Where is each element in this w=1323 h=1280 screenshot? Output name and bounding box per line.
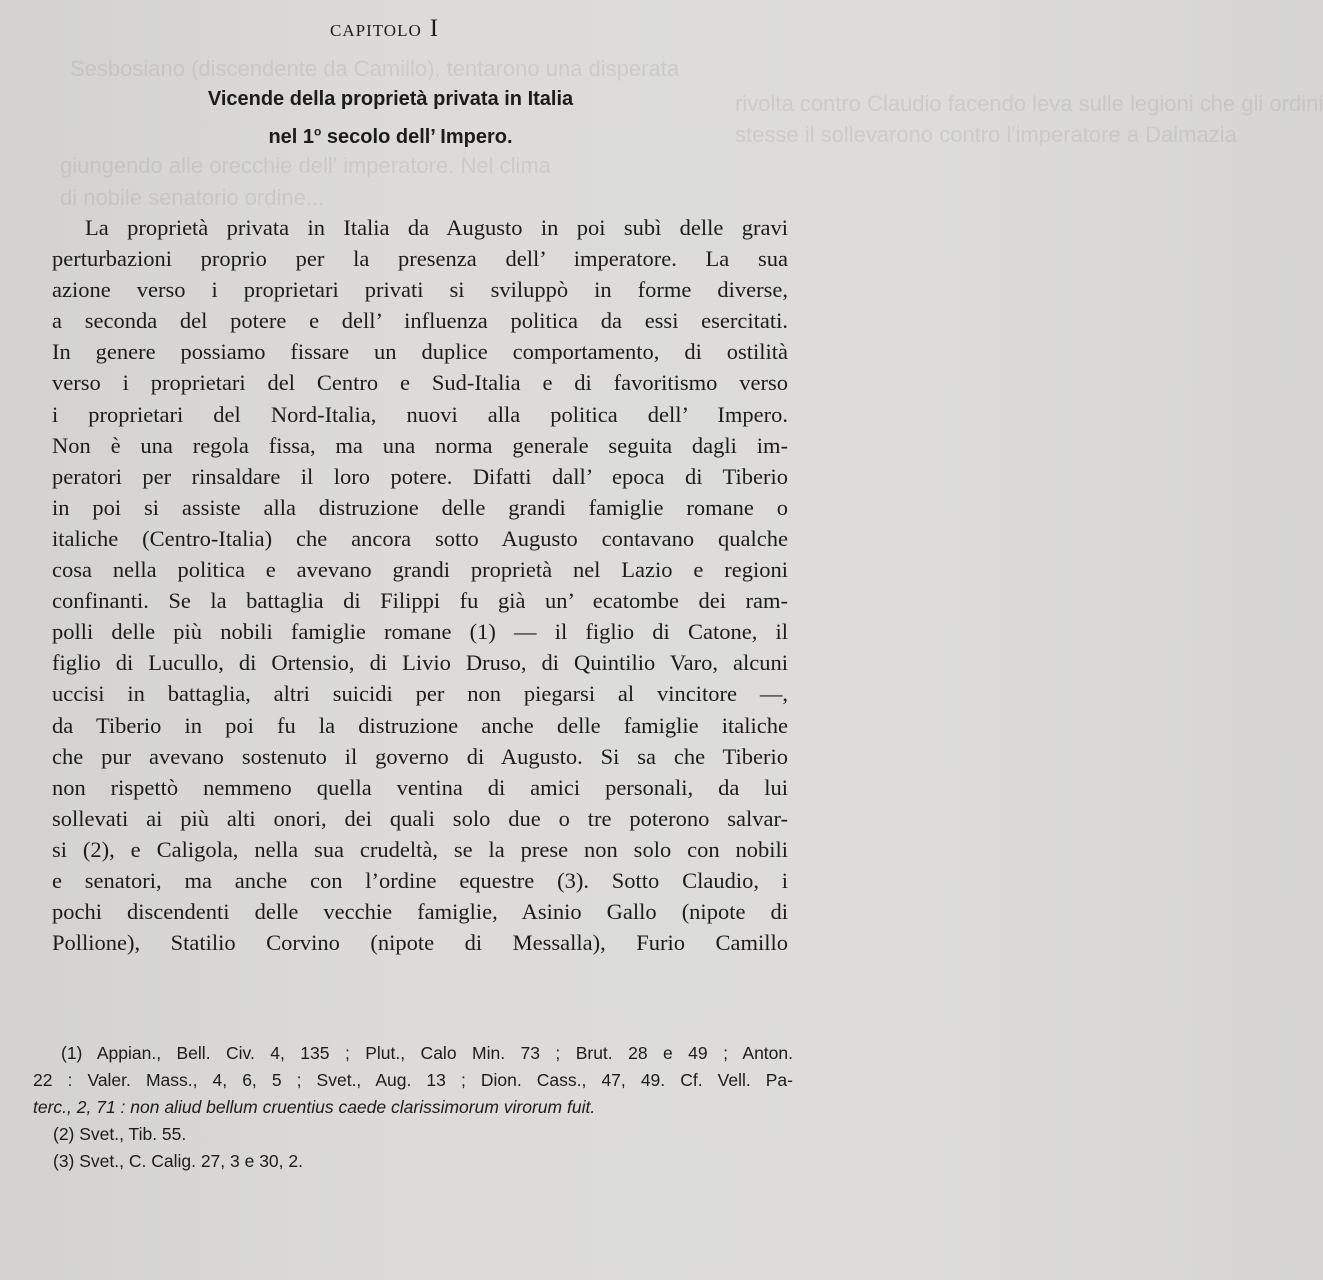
footnote-1-line: 22 : Valer. Mass., 4, 6, 5 ; Svet., Aug. 13 ; Dion. Cass., 47, 49. Cf. Vell. Pa-	[33, 1070, 793, 1090]
title-text: nel 1	[268, 126, 315, 148]
body-line: perturbazioni proprio per la presenza dell’ imperatore. La sua	[52, 246, 788, 272]
body-line: i proprietari del Nord-Italia, nuovi alla politica dell’ Impero.	[52, 401, 788, 427]
body-line: non rispettò nemmeno quella ventina di amici personali, da lui	[52, 774, 788, 800]
chapter-number: I	[429, 15, 440, 42]
footnote-1-line: (1) Appian., Bell. Civ. 4, 135 ; Plut., Calo Min. 73 ; Brut. 28 e 49 ; Anton.	[61, 1043, 793, 1063]
body-line: In genere possiamo fissare un duplice comportamento, di ostilità	[52, 339, 788, 365]
ghost-line: Sesbosiano (discendente da Camillo), tentarono una disperata	[70, 56, 680, 81]
footnote-1-line: terc., 2, 71 : non aliud bellum cruentius caede clarissimorum virorum fuit.	[33, 1097, 596, 1117]
body-line: azione verso i proprietari privati si sviluppò in forme diverse,	[52, 277, 788, 303]
footnote-2: (2) Svet., Tib. 55.	[53, 1124, 187, 1144]
body-line: che pur avevano sostenuto il governo di Augusto. Si sa che Tiberio	[52, 743, 788, 769]
body-line: confinanti. Se la battaglia di Filippi fu già un’ ecatombe dei ram-	[52, 588, 788, 614]
ghost-line: rivolta contro Claudio facendo leva sulle legioni che gli ordini	[735, 91, 1323, 116]
body-line: a seconda del potere e dell’ influenza politica da essi esercitati.	[52, 308, 788, 334]
chapter-label: CAPITOLO	[330, 21, 422, 40]
body-line: italiche (Centro-Italia) che ancora sotto Augusto contavano qualche	[52, 525, 788, 551]
chapter-title-line-2	[0, 126, 866, 149]
chapter-title-line-1: Vicende della proprietà privata in Italia	[207, 88, 574, 110]
body-line: verso i proprietari del Centro e Sud-Italia e di favoritismo verso	[52, 370, 788, 396]
body-line: sollevati ai più alti onori, dei quali solo due o tre poterono salvar-	[52, 805, 788, 831]
footnote-3: (3) Svet., C. Calig. 27, 3 e 30, 2.	[53, 1151, 303, 1171]
footnotes	[33, 1040, 793, 1175]
ghost-line: giungendo alle orecchie dell' imperatore. Nel clima	[60, 153, 551, 178]
body-line: peratori per rinsaldare il loro potere. Difatti dall’ epoca di Tiberio	[52, 463, 788, 489]
body-line: Non è una regola fissa, ma una norma generale seguita dagli im-	[52, 432, 788, 458]
body-line: cosa nella politica e avevano grandi proprietà nel Lazio e regioni	[52, 557, 788, 583]
body-text	[52, 212, 788, 958]
body-line: figlio di Lucullo, di Ortensio, di Livio Druso, di Quintilio Varo, alcuni	[52, 650, 788, 676]
body-line: La proprietà privata in Italia da Augusto in poi subì delle gravi	[85, 215, 788, 240]
title-superscript: o	[314, 124, 322, 139]
chapter-heading	[330, 15, 439, 43]
body-line: uccisi in battaglia, altri suicidi per non piegarsi al vincitore —,	[52, 681, 788, 707]
body-line: Pollione), Statilio Corvino (nipote di Messalla), Furio Camillo	[52, 930, 788, 956]
ghost-line: stesse il sollevarono contro l'imperatore a Dalmazia	[735, 122, 1237, 147]
body-line: si (2), e Caligola, nella sua crudeltà, se la prese non solo con nobili	[52, 836, 788, 862]
ghost-line: di nobile senatorio ordine...	[60, 185, 325, 210]
body-line: in poi si assiste alla distruzione delle grandi famiglie romane o	[52, 494, 788, 520]
title-text: secolo dell’ Impero.	[321, 126, 513, 148]
body-line: da Tiberio in poi fu la distruzione anche delle famiglie italiche	[52, 712, 788, 738]
body-line: e senatori, ma anche con l’ordine equestre (3). Sotto Claudio, i	[52, 867, 788, 893]
body-line: polli delle più nobili famiglie romane (1) — il figlio di Catone, il	[52, 619, 788, 645]
body-line: pochi discendenti delle vecchie famiglie, Asinio Gallo (nipote di	[52, 899, 788, 925]
